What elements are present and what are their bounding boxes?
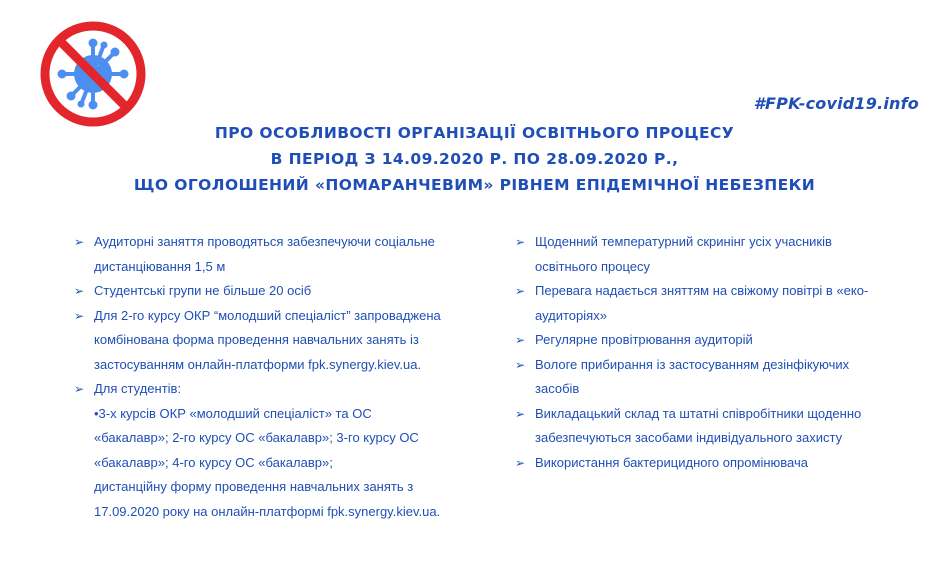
list-item [74,304,484,378]
list-item [74,279,484,304]
list-item-text: застосуванням онлайн-платформи fpk.synergy.kiev.ua. [94,356,422,372]
right-measures-list [515,230,915,475]
list-item [515,353,915,402]
list-item [515,279,915,328]
list-item-text: Для студентів: [94,381,182,396]
arrow-bullet-icon: ➢ [515,357,526,372]
list-item-text: Викладацький склад та штатні співробітники щоденно [535,405,862,421]
arrow-bullet-icon: ➢ [74,284,85,298]
list-item-text: аудиторіях» [535,307,607,323]
arrow-bullet-icon: ➢ [74,235,85,249]
title-line-3: ЩО ОГОЛОШЕНИЙ «ПОМАРАНЧЕВИМ» РІВНЕМ ЕПІДЕМІЧНОЇ НЕБЕЗПЕКИ [133,176,816,194]
list-item-text: дистанціювання 1,5 м [94,258,226,274]
list-item-text: «бакалавр»; 2-го курсу ОС «бакалавр»; 3-го курсу ОС [94,430,419,445]
arrow-bullet-icon: ➢ [515,284,526,298]
list-item-text: Вологе прибирання із застосуванням дезінфікуючих [535,356,850,372]
hashtag: #FPK-covid19.info [753,94,919,113]
list-item-text: Використання бактерицидного опромінювача [535,454,808,470]
arrow-bullet-icon: ➢ [515,333,526,347]
list-item-text: Щоденний температурний скринінг усіх учасників [535,234,832,249]
arrow-bullet-icon: ➢ [515,455,526,470]
no-virus-sign-icon [37,18,149,130]
list-item-text: забезпечуються засобами індивідуального захисту [535,430,843,445]
list-item-text: Регулярне провітрювання аудиторій [535,332,753,347]
list-item-text: засобів [535,381,580,396]
arrow-bullet-icon: ➢ [74,382,85,396]
list-item-text: •3-х курсів ОКР «молодший спеціаліст» та ОС [94,405,372,421]
list-item [515,230,915,279]
list-item-text: «бакалавр»; 4-го курсу ОС «бакалавр»; [94,454,333,470]
title-line-2: В ПЕРІОД З 14.09.2020 Р. ПО 28.09.2020 Р., [270,150,679,168]
arrow-bullet-icon: ➢ [515,235,526,249]
title-line-1: ПРО ОСОБЛИВОСТІ ОРГАНІЗАЦІЇ ОСВІТНЬОГО ПРОЦЕСУ [214,124,735,142]
list-item [74,377,484,524]
list-item-text: Перевага надається зняттям на свіжому повітрі в «еко- [535,283,869,298]
list-item-text: Для 2-го курсу ОКР “молодший спеціаліст” запроваджена [94,307,441,323]
list-item [515,402,915,451]
list-item-text: 17.09.2020 року на онлайн-платформі fpk.synergy.kiev.ua. [94,503,441,519]
list-item-text: дистанційну форму проведення навчальних занять з [94,479,414,494]
list-item-text: Студентські групи не більше 20 осіб [94,283,312,298]
arrow-bullet-icon: ➢ [74,308,85,323]
page-title [0,120,949,198]
arrow-bullet-icon: ➢ [515,406,526,421]
list-item-text: Аудиторні заняття проводяться забезпечуючи соціальне [94,234,435,249]
list-item-text: освітнього процесу [535,258,650,274]
list-item [515,451,915,476]
list-item [515,328,915,353]
left-measures-list [74,230,484,524]
list-item-text: комбінована форма проведення навчальних занять із [94,332,419,347]
list-item [74,230,484,279]
